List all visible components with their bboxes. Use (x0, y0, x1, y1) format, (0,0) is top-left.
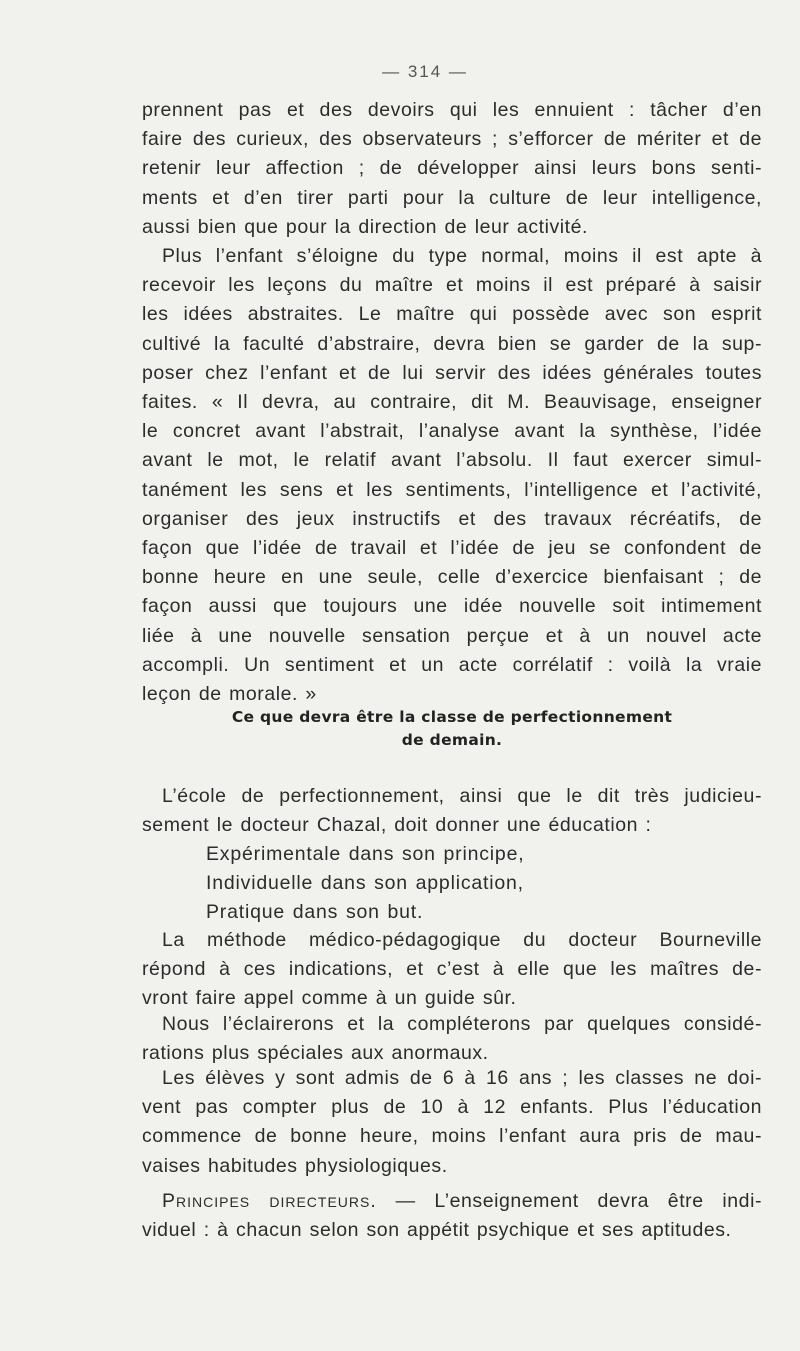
text-line: prennent pas et des devoirs qui les ennuient : tâcher d’en (142, 99, 762, 121)
text-line: répond à ces indications, et c’est à elle que les maîtres de- (142, 958, 762, 981)
text-line: sement le docteur Chazal, doit donner une éducation : (142, 814, 652, 837)
text-line: vront faire appel comme à un guide sûr. (142, 987, 517, 1010)
paragraph-5 (142, 1010, 762, 1068)
text-line: cultivé la faculté d’abstraire, devra bien se garder de la sup- (142, 332, 762, 355)
paragraph-1 (142, 96, 762, 242)
text-line: façon que l’idée de travail et l’idée de jeu se confondent de (142, 537, 762, 560)
text-line: vent pas compter plus de 10 à 12 enfants. Plus l’éducation (142, 1096, 762, 1119)
text-line: poser chez l’enfant et de lui servir des idées générales toutes (142, 361, 762, 384)
text-line: tanément les sens et les sentiments, l’intelligence et l’activité, (142, 478, 762, 501)
education-list (142, 840, 762, 928)
text-line: faire des curieux, des observateurs ; s’efforcer de mériter et de (142, 128, 762, 151)
paragraph-7 (142, 1187, 762, 1245)
text-line: La méthode médico-pédagogique du docteur Bourneville (162, 929, 762, 951)
text-line: le concret avant l’abstrait, l’analyse avant la synthèse, l’idée (142, 420, 762, 443)
text-line: accompli. Un sentiment et un acte corrélatif : voilà la vraie (142, 653, 762, 676)
heading-line: Ce que devra être la classe de perfectionnement (231, 708, 673, 726)
text-span: — L’enseignement devra être indi- (376, 1190, 762, 1212)
text-line: leçon de morale. » (142, 683, 317, 706)
heading-line: de demain. (401, 731, 503, 749)
text-line: bonne heure en une seule, celle d’exercice bienfaisant ; de (142, 566, 762, 589)
text-line: retenir leur affection ; de développer ainsi leurs bons senti- (142, 157, 762, 180)
list-item: Expérimentale dans son principe, (206, 843, 525, 865)
text-line: les idées abstraites. Le maître qui possède avec son esprit (142, 303, 762, 326)
page-number: — 314 — (382, 62, 468, 81)
text-line: faites. « Il devra, au contraire, dit M. Beauvisage, enseigner (142, 391, 762, 414)
paragraph-4 (142, 926, 762, 1014)
text-line: commence de bonne heure, moins l’enfant aura pris de mau- (142, 1125, 762, 1148)
section-heading (142, 706, 762, 752)
text-line: organiser des jeux instructifs et des travaux récréatifs, de (142, 507, 762, 530)
text-line: recevoir les leçons du maître et moins il est préparé à saisir (142, 274, 762, 297)
text-line: avant le mot, le relatif avant l’absolu. Il faut exercer simul- (142, 449, 762, 472)
text-line (142, 1187, 762, 1216)
text-line: Nous l’éclairerons et la compléterons par quelques considé- (162, 1013, 762, 1035)
text-line: Les élèves y sont admis de 6 à 16 ans ; les classes ne doi- (162, 1067, 762, 1089)
paragraph-6 (142, 1064, 762, 1181)
text-line: ments et d’en tirer parti pour la culture de leur intelligence, (142, 186, 762, 209)
text-line: viduel : à chacun selon son appétit psychique et ses aptitudes. (142, 1219, 732, 1242)
text-line: Plus l’enfant s’éloigne du type normal, moins il est apte à (162, 245, 762, 267)
text-line: rations plus spéciales aux anormaux. (142, 1042, 489, 1065)
text-line: liée à une nouvelle sensation perçue et à un nouvel acte (142, 624, 762, 647)
paragraph-2 (142, 242, 762, 709)
list-item: Pratique dans son but. (206, 901, 424, 924)
text-line: aussi bien que pour la direction de leur activité. (142, 215, 588, 238)
text-line: façon aussi que toujours une idée nouvelle soit intimement (142, 595, 762, 618)
text-line: L’école de perfectionnement, ainsi que le dit très judicieu- (162, 785, 762, 807)
text-line: vaises habitudes physiologiques. (142, 1154, 448, 1177)
list-item: Individuelle dans son application, (206, 872, 524, 895)
paragraph-3 (142, 782, 762, 840)
principes-label: Principes directeurs. (162, 1190, 377, 1212)
